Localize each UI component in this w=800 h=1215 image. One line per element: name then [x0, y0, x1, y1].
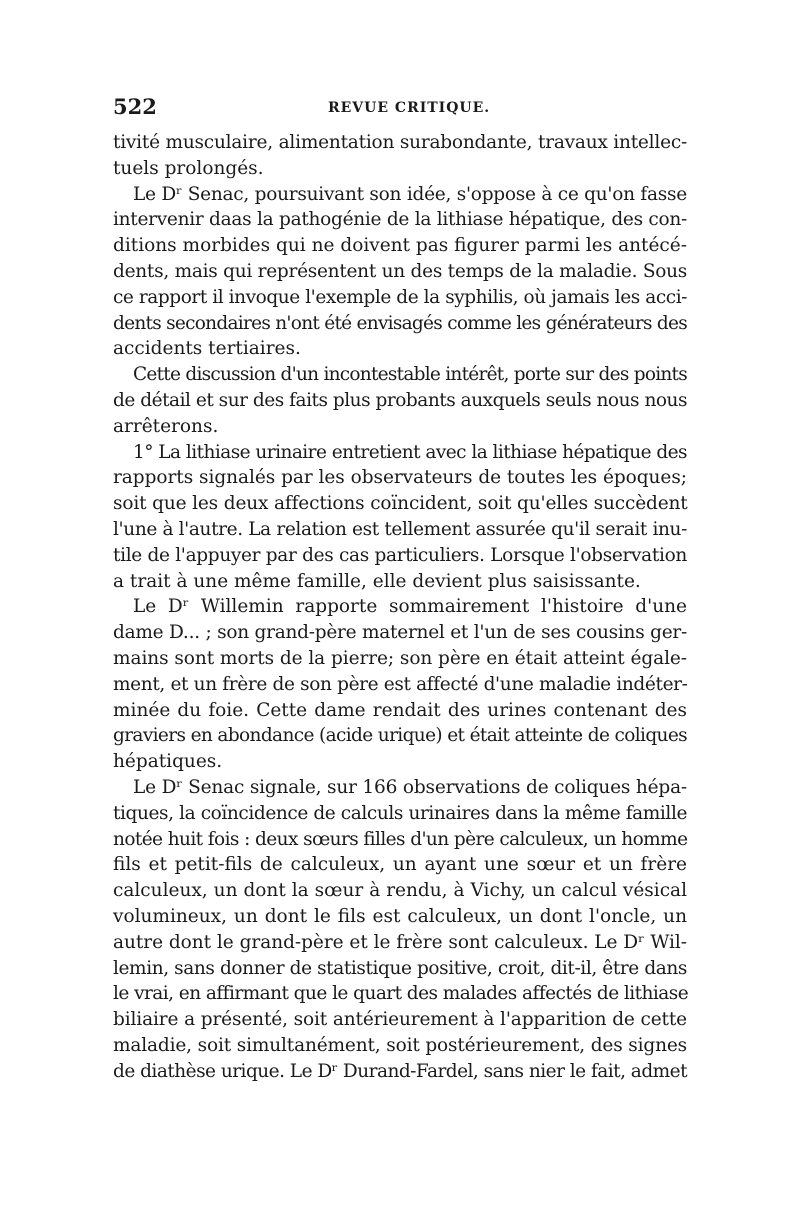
text-line: l'une à l'autre. La relation est tellement assurée qu'il serait inu- — [113, 518, 687, 540]
text-line: tuels prolongés. — [113, 157, 264, 179]
text-line: le vrai, en affirmant que le quart des malades affectés de lithiase — [113, 983, 689, 1005]
text-line: intervenir daas la pathogénie de la lithiase hépatique, des con- — [113, 209, 687, 231]
body-text — [113, 130, 687, 1084]
text-line: volumineux, un dont le fils est calculeux, un dont l'oncle, un — [113, 905, 687, 927]
text-line: calculeux, un dont la sœur à rendu, à Vichy, un calcul vésical — [113, 880, 687, 902]
text-line: soit que les deux affections coïncident, soit qu'elles succèdent — [113, 493, 688, 515]
text-line: arrêterons. — [113, 415, 219, 437]
text-line: Le Dʳ Senac, poursuivant son idée, s'oppose à ce qu'on fasse — [133, 183, 687, 205]
text-line: lemin, sans donner de statistique positive, croit, dit-il, être dans — [113, 957, 687, 979]
text-line: fils et petit-fils de calculeux, un ayant une sœur et un frère — [113, 854, 687, 876]
text-line: tivité musculaire, alimentation surabondante, travaux intellec- — [113, 132, 688, 153]
text-line: minée du foie. Cette dame rendait des urines contenant des — [113, 699, 687, 721]
text-line: ditions morbides qui ne doivent pas figurer parmi les antécé- — [113, 235, 687, 257]
text-line: dents, mais qui représentent un des temps de la maladie. Sous — [113, 260, 687, 282]
text-line: autre dont le grand-père et le frère sont calculeux. Le Dʳ Wil- — [113, 931, 687, 953]
text-line: Cette discussion d'un incontestable intérêt, porte sur des points — [133, 364, 687, 386]
text-line: graviers en abondance (acide urique) et était atteinte de coliques — [113, 725, 687, 747]
text-line: dents secondaires n'ont été envisagés comme les générateurs des — [113, 312, 687, 334]
text-line: tile de l'appuyer par des cas particuliers. Lorsque l'observation — [113, 544, 687, 566]
page-number: 522 — [113, 94, 157, 119]
text-line: rapports signalés par les observateurs de toutes les époques; — [113, 467, 687, 489]
text-line: a trait à une même famille, elle devient plus saisissante. — [113, 570, 641, 592]
text-line: biliaire a présenté, soit antérieurement à l'apparition de cette — [113, 1009, 687, 1031]
text-line: notée huit fois : deux sœurs filles d'un père calculeux, un homme — [113, 828, 688, 850]
text-line: Le Dʳ Senac signale, sur 166 observations de coliques hépa- — [133, 776, 687, 798]
text-line: Le Dʳ Willemin rapporte sommairement l'histoire d'une — [133, 596, 687, 618]
text-line: accidents tertiaires. — [113, 338, 301, 360]
text-line: maladie, soit simultanément, soit postérieurement, des signes — [113, 1034, 687, 1056]
text-line: mains sont morts de la pierre; son père en était atteint égale- — [113, 647, 687, 669]
text-line: hépatiques. — [113, 751, 223, 773]
page-header — [113, 94, 687, 124]
text-line: dame D... ; son grand-père maternel et l'un de ses cousins ger- — [113, 622, 687, 644]
text-line: 1° La lithiase urinaire entretient avec la lithiase hépatique des — [133, 441, 687, 463]
running-title: REVUE CRITIQUE. — [328, 100, 491, 116]
text-line: de diathèse urique. Le Dʳ Durand-Fardel, sans nier le fait, admet — [113, 1060, 687, 1082]
text-line: ce rapport il invoque l'exemple de la syphilis, où jamais les acci- — [113, 286, 687, 308]
text-line: de détail et sur des faits plus probants auxquels seuls nous nous — [113, 389, 687, 411]
text-line: ment, et un frère de son père est affecté d'une maladie indéter- — [113, 673, 688, 695]
text-line: tiques, la coïncidence de calculs urinaires dans la même famille — [113, 802, 687, 824]
